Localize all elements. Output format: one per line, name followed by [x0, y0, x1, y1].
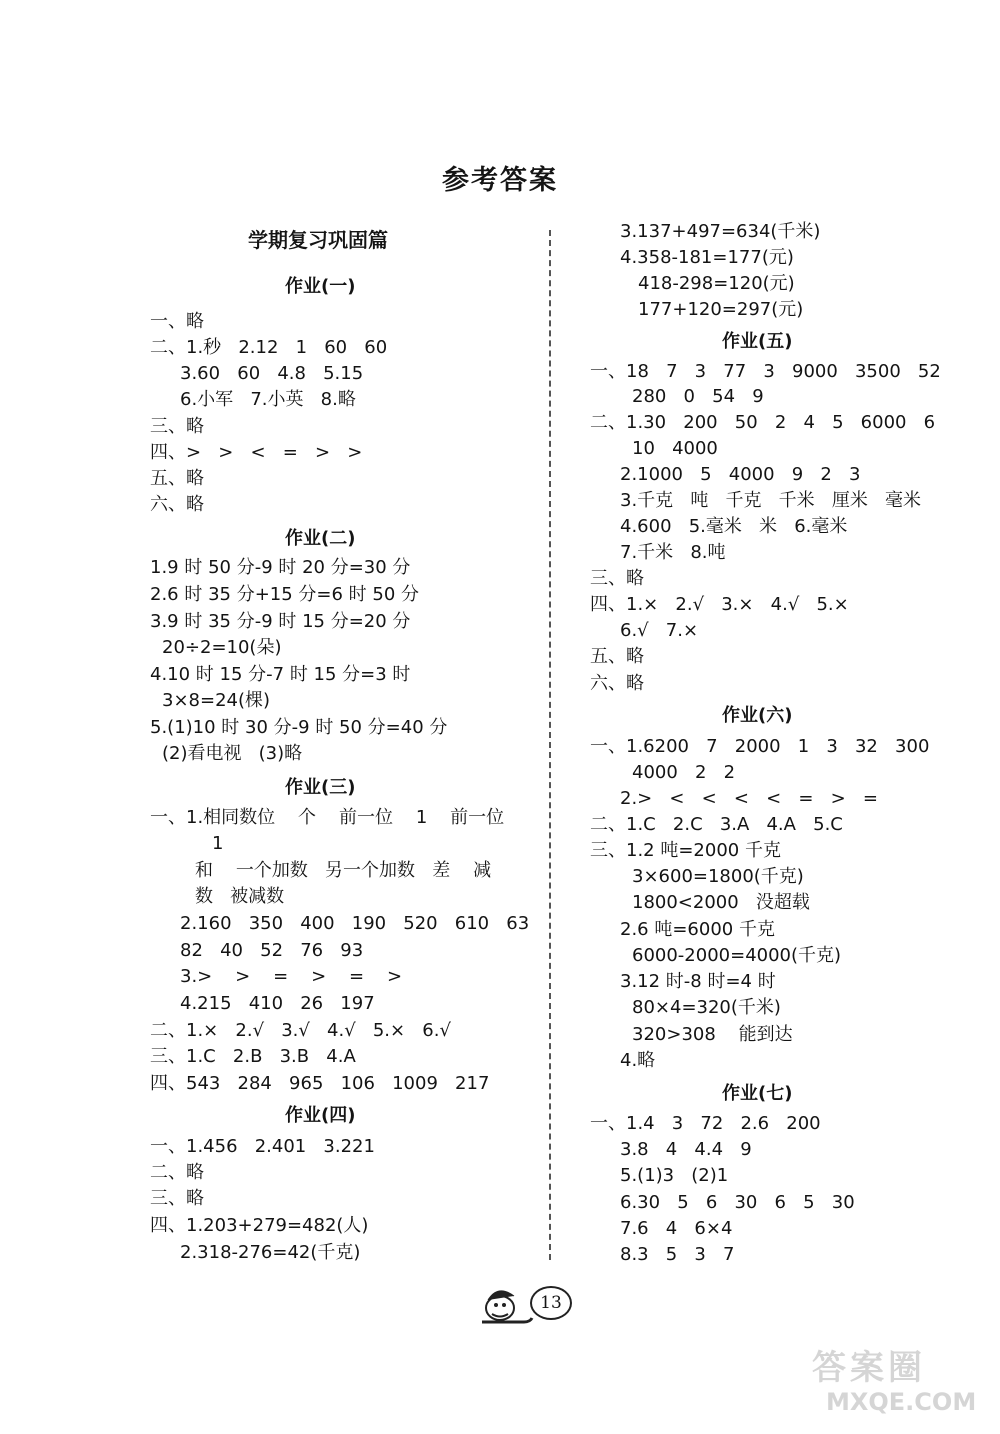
answer-line: 1	[212, 833, 224, 854]
answer-line: 一、18 7 3 77 3 9000 3500 52	[590, 361, 941, 382]
answer-line: 177+120=297(元)	[638, 299, 804, 320]
watermark-glyphs: 答案圈	[812, 1348, 926, 1388]
answer-line: 二、略	[150, 1162, 204, 1183]
answer-line: 6000-2000=4000(千克)	[632, 945, 842, 966]
answer-line: 五、略	[150, 468, 204, 489]
answer-line: 280 0 54 9	[632, 386, 764, 407]
answer-line: 三、1.C 2.B 3.B 4.A	[150, 1046, 356, 1067]
assignment-heading: 作业(五)	[722, 331, 793, 352]
assignment-heading: 作业(三)	[285, 777, 356, 798]
answer-line: 82 40 52 76 93	[180, 940, 364, 961]
answer-line: 4.600 5.毫米 米 6.毫米	[620, 516, 848, 537]
answer-line: 2.> < < < < = > =	[620, 788, 878, 809]
assignment-heading: 作业(七)	[722, 1083, 793, 1104]
answer-line: 4.358-181=177(元)	[620, 247, 794, 268]
answer-line: 4.略	[620, 1050, 656, 1071]
answer-line: 6.小军 7.小英 8.略	[180, 389, 356, 410]
column-divider	[549, 230, 551, 1260]
answer-line: 3×8=24(棵)	[162, 690, 271, 711]
answer-line: 一、1.6200 7 2000 1 3 32 300	[590, 736, 930, 757]
answer-line: 4000 2 2	[632, 762, 736, 783]
answer-line: 3.12 时-8 时=4 时	[620, 971, 776, 992]
answer-line: 2.318-276=42(千克)	[180, 1242, 361, 1263]
answer-line: 8.3 5 3 7	[620, 1244, 735, 1265]
assignment-heading: 作业(四)	[285, 1105, 356, 1126]
answer-line: 二、1.C 2.C 3.A 4.A 5.C	[590, 814, 843, 835]
answer-line: 六、略	[590, 673, 644, 694]
answer-line: 20÷2=10(朵)	[162, 637, 282, 658]
watermark-url: MXQE.COM	[826, 1388, 977, 1416]
mascot-icon	[478, 1278, 538, 1328]
answer-line: 7.6 4 6×4	[620, 1218, 733, 1239]
answer-line: 6.30 5 6 30 6 5 30	[620, 1192, 855, 1213]
answer-line: 2.6 吨=6000 千克	[620, 919, 775, 940]
watermark-logo	[812, 1340, 992, 1430]
answer-line: 一、略	[150, 311, 204, 332]
answer-line: 7.千米 8.吨	[620, 542, 726, 563]
answer-line: 三、略	[590, 568, 644, 589]
answer-line: 二、1.× 2.√ 3.√ 4.√ 5.× 6.√	[150, 1020, 451, 1041]
answer-line: 五、略	[590, 646, 644, 667]
answer-line: 四、> > < = > >	[150, 442, 363, 463]
answer-line: 一、1.4 3 72 2.6 200	[590, 1113, 821, 1134]
answer-line: 2.1000 5 4000 9 2 3	[620, 464, 861, 485]
answer-line: 3.千克 吨 千克 千米 厘米 毫米	[620, 490, 921, 511]
answer-line: 10 4000	[632, 438, 718, 459]
answer-line: 三、略	[150, 416, 204, 437]
answer-line: 5.(1)10 时 30 分-9 时 50 分=40 分	[150, 717, 448, 738]
answer-line: 三、1.2 吨=2000 千克	[590, 840, 781, 861]
assignment-heading: 作业(二)	[285, 528, 356, 549]
assignment-heading: 作业(一)	[285, 276, 356, 297]
answer-line: 3.8 4 4.4 9	[620, 1139, 752, 1160]
answer-line: 1.9 时 50 分-9 时 20 分=30 分	[150, 557, 411, 578]
page-footer	[478, 1278, 578, 1328]
answer-line: 3.9 时 35 分-9 时 15 分=20 分	[150, 611, 411, 632]
answer-line: 80×4=320(千米)	[632, 997, 781, 1018]
section-title: 学期复习巩固篇	[248, 228, 388, 252]
answer-line: 数 被减数	[195, 886, 285, 907]
page-title: 参考答案	[442, 165, 558, 196]
answer-line: 6.√ 7.×	[620, 620, 699, 641]
assignment-heading: 作业(六)	[722, 705, 793, 726]
answer-line: 三、略	[150, 1188, 204, 1209]
page-number: 13	[530, 1286, 572, 1320]
answer-line: 4.10 时 15 分-7 时 15 分=3 时	[150, 664, 411, 685]
answer-line: 320>308 能到达	[632, 1024, 793, 1045]
answer-line: 3.137+497=634(千米)	[620, 221, 821, 242]
answer-line: 二、1.秒 2.12 1 60 60	[150, 337, 388, 358]
answer-line: 2.160 350 400 190 520 610 63	[180, 913, 530, 934]
answer-line: 3×600=1800(千克)	[632, 866, 804, 887]
answer-line: 4.215 410 26 197	[180, 993, 375, 1014]
answer-line: 六、略	[150, 494, 204, 515]
answer-line: 418-298=120(元)	[638, 273, 795, 294]
answer-line: 四、1.× 2.√ 3.× 4.√ 5.×	[590, 594, 849, 615]
answer-line: 一、1.相同数位 个 前一位 1 前一位	[150, 807, 505, 828]
answer-line: 四、1.203+279=482(人)	[150, 1215, 369, 1236]
answer-line: 1800<2000 没超载	[632, 892, 810, 913]
answer-line: 一、1.456 2.401 3.221	[150, 1136, 375, 1157]
answer-line: 四、543 284 965 106 1009 217	[150, 1073, 490, 1094]
answer-line: 2.6 时 35 分+15 分=6 时 50 分	[150, 584, 420, 605]
answer-line: 二、1.30 200 50 2 4 5 6000 6	[590, 412, 936, 433]
answer-line: 5.(1)3 (2)1	[620, 1165, 729, 1186]
answer-line: 3.60 60 4.8 5.15	[180, 363, 364, 384]
answer-line: 3.> > = > = >	[180, 966, 403, 987]
answer-line: 和 一个加数 另一个加数 差 减	[195, 860, 492, 881]
answer-line: (2)看电视 (3)略	[162, 743, 303, 764]
